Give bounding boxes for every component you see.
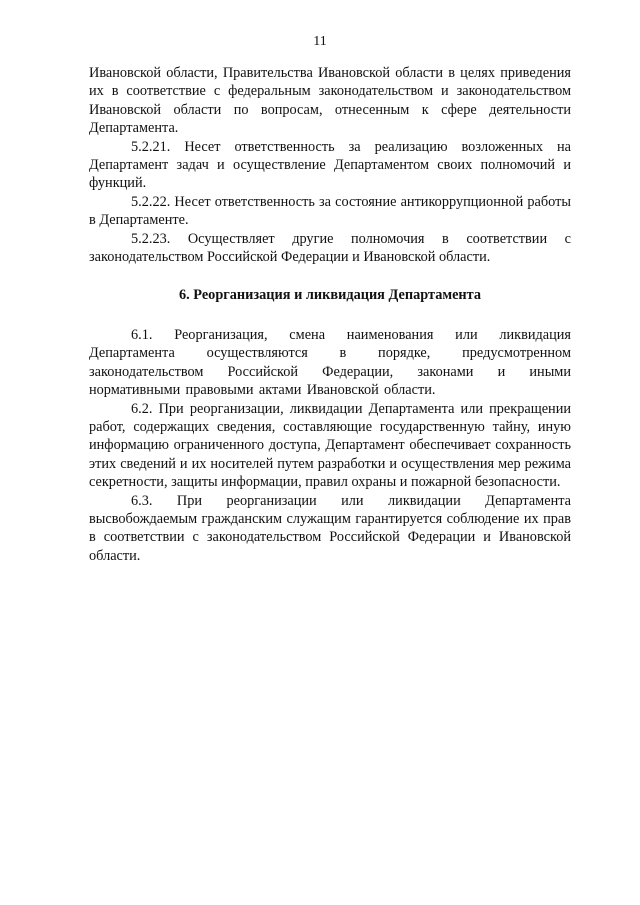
clause-6-1: 6.1. Реорганизация, смена наименования или ликвидация Департамента осуществляются в порядке, предусмотренном законодательством Российской Федерации, законами и иными нормативными правовыми актами Ивановской области.	[89, 326, 571, 399]
page-number: 11	[313, 34, 327, 49]
clause-5-2-21: 5.2.21. Несет ответственность за реализацию возложенных на Департамент задач и осуществление Департаментом своих полномочий и функций.	[89, 138, 571, 192]
clause-5-2-22: 5.2.22. Несет ответственность за состояние антикоррупционной работы в Департаменте.	[89, 193, 571, 229]
clause-6-3: 6.3. При реорганизации или ликвидации Департамента высвобождаемым гражданским служащим гарантируется соблюдение их прав в соответствии с законодательством Российской Федерации и Ивановской области.	[89, 492, 571, 564]
clause-5-2-23: 5.2.23. Осуществляет другие полномочия в соответствии с законодательством Российской Федерации и Ивановской области.	[89, 230, 571, 266]
clause-6-2: 6.2. При реорганизации, ликвидации Департамента или прекращении работ, содержащих сведения, составляющие государственную тайну, иную информацию ограниченного доступа, Департамент обеспечивает сохранность этих сведений и их носителей путем разработки и осуществления мер режима секретности, защиты информации, правил охраны и пожарной безопасности.	[89, 400, 571, 491]
document-body	[89, 64, 571, 565]
section-6-heading: 6. Реорганизация и ликвидация Департамента	[178, 287, 482, 304]
continuation-paragraph: Ивановской области, Правительства Ивановской области в целях приведения их в соответствие с федеральным законодательством и законодательством Ивановской области по вопросам, отнесенным к сфере деятельности Департамента.	[89, 65, 571, 137]
